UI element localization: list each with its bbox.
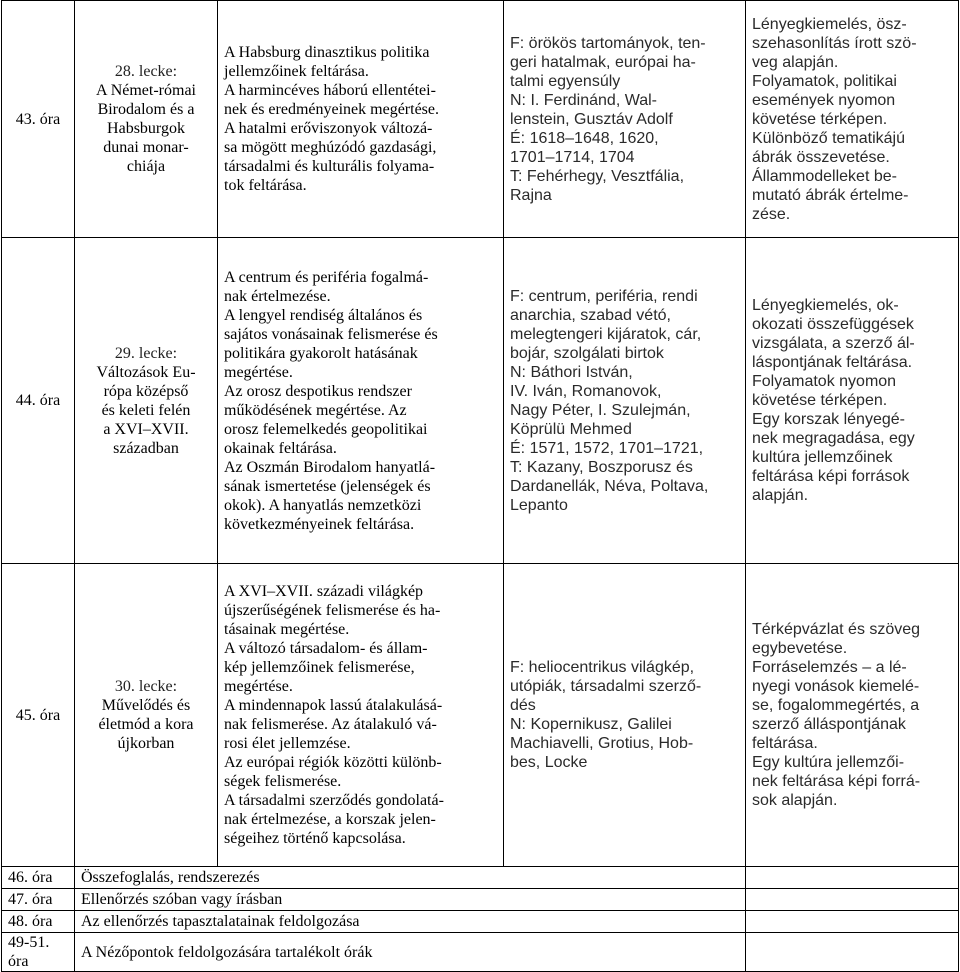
hour-label: 44. óra xyxy=(15,392,61,409)
topic-title: Művelődés és életmód a kora újkorban xyxy=(98,697,194,752)
summary-text: Az ellenőrzés tapasztalatainak feldolgozása xyxy=(75,911,746,933)
lecture-label: 28. lecke: xyxy=(114,63,178,80)
summary-text: Összefoglalás, rendszerezés xyxy=(75,867,746,889)
skills-text: Térképvázlat és szöveg egybevetése. Forráselemzés – a lé- nyegi vonások kiemelé- se, fogalommegértés, a szerző álláspontjának feltárása. Egy kultúra jellemzői- nek feltárása képi forrá- sok alapján. xyxy=(752,621,921,809)
blank-cell xyxy=(746,889,959,911)
concepts-nevek: N: I. Ferdinánd, Wal- lenstein, Gusztáv Adolf xyxy=(510,91,673,128)
concepts-fogalmak: F: örökös tartományok, ten- geri hatalmak, európai ha- talmi egyensúly xyxy=(510,34,706,90)
blank-cell xyxy=(746,911,959,933)
hour-cell xyxy=(2,1,75,238)
summary-row xyxy=(2,933,959,972)
skills-cell xyxy=(746,564,959,867)
goals-cell xyxy=(218,238,504,564)
concepts-topografia: T: Kazany, Boszporusz és Dardanellák, Néva, Poltava, Lepanto xyxy=(510,458,709,514)
summary-hour: 49-51. óra xyxy=(2,933,75,972)
concepts-fogalmak: F: centrum, periféria, rendi anarchia, szabad vétó, melegtengeri kijáratok, cár, bojár, szolgálati birtok xyxy=(510,287,702,362)
summary-text: Ellenőrzés szóban vagy írásban xyxy=(75,889,746,911)
goals-text: A Habsburg dinasztikus politika jellemzőinek feltárása. A harmincéves háború ellentétei- nek és eredményeinek megértése. A hatalmi erőviszonyok változá- sa mögött meghúzódó gazdasági, társadalmi és kulturális folyama- tok feltárása. xyxy=(224,44,440,194)
concepts-cell xyxy=(504,238,746,564)
concepts-nevek: N: Kopernikusz, Galilei Machiavelli, Grotius, Hob- bes, Locke xyxy=(510,716,694,771)
summary-row xyxy=(2,911,959,933)
concepts-nevek: N: Báthori István, IV. Iván, Romanovok, Nagy Péter, I. Szulejmán, Köprülü Mehmed xyxy=(510,363,691,438)
table-row xyxy=(2,564,959,867)
lecture-label: 29. lecke: xyxy=(114,344,178,362)
topic-title: Változások Eu- rópa középső és keleti felén a XVI–XVII. században xyxy=(96,363,196,457)
table-row xyxy=(2,1,959,238)
concepts-fogalmak: F: heliocentrikus világkép, utópiák, társadalmi szerző- dés xyxy=(510,659,702,714)
summary-row xyxy=(2,867,959,889)
goals-cell xyxy=(218,564,504,867)
concepts-evszamok: É: 1571, 1572, 1701–1721, xyxy=(510,439,704,457)
goals-cell xyxy=(218,1,504,238)
hour-cell xyxy=(2,564,75,867)
concepts-cell xyxy=(504,1,746,238)
curriculum-table xyxy=(1,0,959,972)
skills-cell xyxy=(746,238,959,564)
summary-text: A Nézőpontok feldolgozására tartalékolt órák xyxy=(75,933,746,972)
table-row xyxy=(2,238,959,564)
concepts-evszamok: É: 1618–1648, 1620, 1701–1714, 1704 xyxy=(510,129,659,166)
topic-title: A Német-római Birodalom és a Habsburgok dunai monar- chiája xyxy=(96,82,196,175)
lecture-label: 30. lecke: xyxy=(114,678,178,695)
summary-hour: 47. óra xyxy=(2,889,75,911)
summary-hour: 48. óra xyxy=(2,911,75,933)
hour-cell xyxy=(2,238,75,564)
skills-text: Lényegkiemelés, ok- okozati összefüggések vizsgálata, a szerző ál- láspontjának feltárása. Folyamatok nyomon követése térképen. Egy korszak lényegé- nek megragadása, egy kultúra jellemzőinek feltárása képi források alapján. xyxy=(752,297,915,504)
concepts-cell xyxy=(504,564,746,867)
skills-cell xyxy=(746,1,959,238)
summary-hour: 46. óra xyxy=(2,867,75,889)
hour-label: 43. óra xyxy=(15,110,61,128)
blank-cell xyxy=(746,867,959,889)
summary-row xyxy=(2,889,959,911)
goals-text: A centrum és periféria fogalmá- nak értelmezése. A lengyel rendiség általános és sajátos vonásainak felismerése és politikára gyakorolt hatásának megértése. Az orosz despotikus rendszer működésének megértése. Az orosz felemelkedés geopolitikai okainak feltárása. Az Oszmán Birodalom hanyatlá- sának ismertetése (jelenségek és okok). A hanyatlás nemzetközi következményeinek feltárása. xyxy=(224,268,438,533)
goals-text: A XVI–XVII. századi világkép újszerűségének felismerése és ha- tásainak megértése. A változó társadalom- és állam- kép jellemzőinek felismerése, megértése. A mindennapok lassú átalakulásá- nak felismerése. Az átalakuló vá- rosi élet jellemzése. Az európai régiók közötti különb- ségek felismerése. A társadalmi szerződés gondolatá- nak értelmezése, a korszak jelen- ségeihez történő kapcsolása. xyxy=(224,583,444,847)
topic-cell xyxy=(75,1,218,238)
topic-cell xyxy=(75,238,218,564)
skills-text: Lényegkiemelés, ösz- szehasonlítás írott szö- veg alapján. Folyamatok, politikai események nyomon követése térképen. Különböző tematikájú ábrák összevetése. Állammodelleket be- mutató ábrák értelme- zése. xyxy=(752,15,917,223)
topic-cell xyxy=(75,564,218,867)
hour-label: 45. óra xyxy=(15,706,61,724)
concepts-topografia: T: Fehérhegy, Vesztfália, Rajna xyxy=(510,167,685,204)
blank-cell xyxy=(746,933,959,972)
